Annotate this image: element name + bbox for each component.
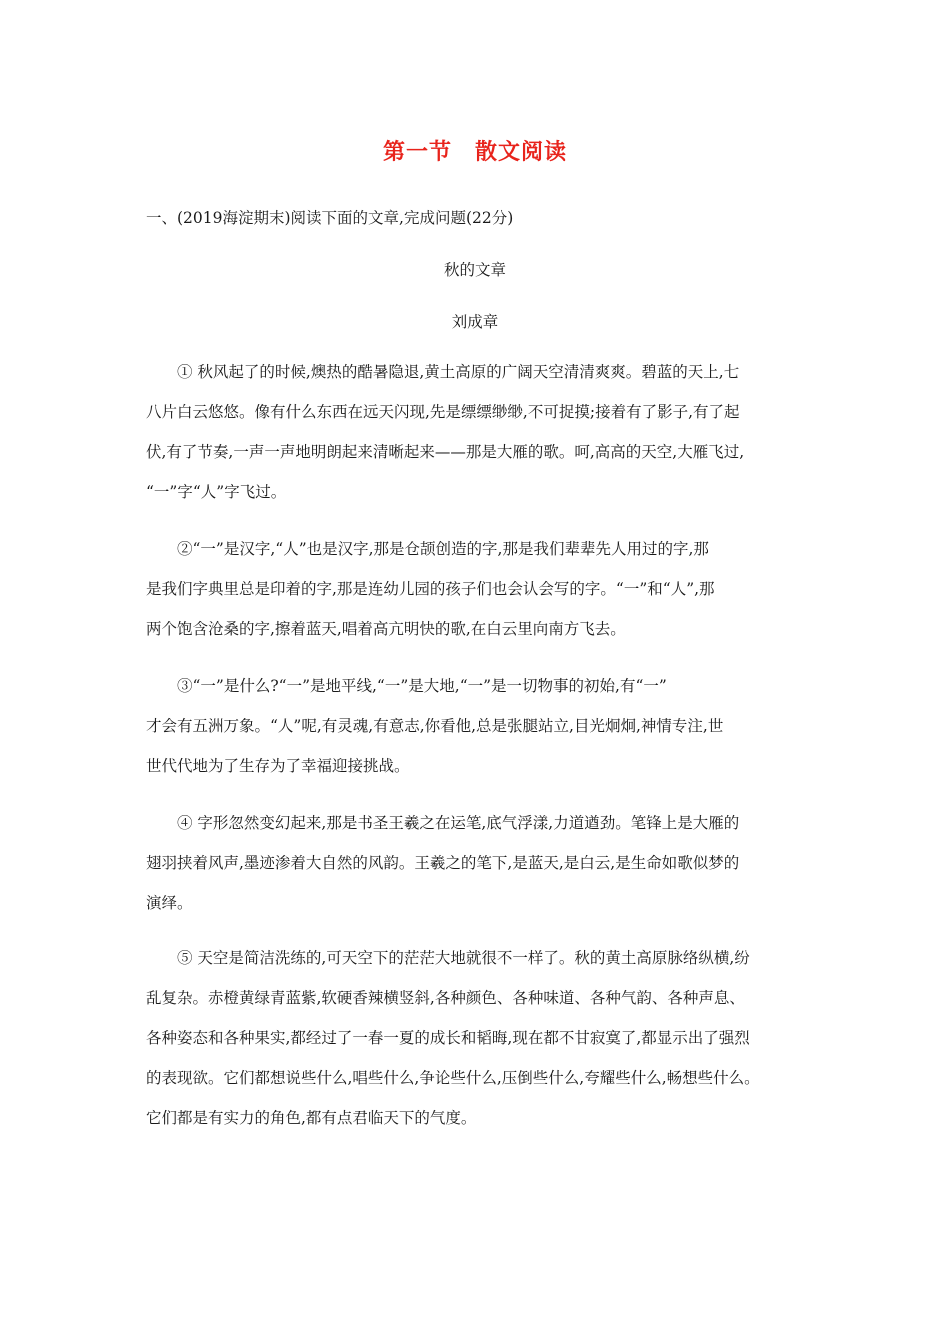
paragraph-line: 它们都是有实力的角色,都有点君临天下的气度。 [146, 1109, 477, 1127]
paragraph-line: 乱复杂。赤橙黄绿青蓝紫,软硬香辣横竖斜,各种颜色、各种味道、各种气韵、各种声息、 [146, 989, 745, 1007]
paragraph-line: 翅羽挟着风声,墨迹渗着大自然的风韵。王羲之的笔下,是蓝天,是白云,是生命如歌似梦的 [146, 854, 740, 872]
paragraph-3 [146, 674, 806, 794]
article-title: 秋的文章 [443, 261, 506, 279]
paragraph-line: ②“一”是汉字,“人”也是汉字,那是仓颉创造的字,那是我们辈辈先人用过的字,那 [177, 540, 709, 558]
paragraph-line: 演绎。 [146, 894, 193, 912]
page-title: 第一节 散文阅读 [382, 140, 567, 165]
paragraph-line: ① 秋风起了的时候,燠热的酷暑隐退,黄土高原的广阔天空清清爽爽。碧蓝的天上,七 [177, 363, 740, 381]
paragraph-line: 两个饱含沧桑的字,擦着蓝天,唱着高亢明快的歌,在白云里向南方飞去。 [146, 620, 626, 638]
paragraph-5 [146, 946, 806, 1146]
paragraph-line: 八片白云悠悠。像有什么东西在远天闪现,先是缥缥缈缈,不可捉摸;接着有了影子,有了起 [146, 403, 740, 421]
paragraph-line: ⑤ 天空是简洁洗练的,可天空下的茫茫大地就很不一样了。秋的黄土高原脉络纵横,纷 [177, 949, 750, 967]
article-author: 刘成章 [451, 313, 499, 331]
paragraph-line: ③“一”是什么?“一”是地平线,“一”是大地,“一”是一切物事的初始,有“一” [177, 677, 667, 695]
paragraph-line: ④ 字形忽然变幻起来,那是书圣王羲之在运笔,底气浮漾,力道遒劲。笔锋上是大雁的 [177, 814, 740, 832]
paragraph-1 [146, 360, 806, 520]
question-intro: 一、(2019海淀期末)阅读下面的文章,完成问题(22分) [146, 209, 514, 227]
paragraph-line: 才会有五洲万象。“人”呢,有灵魂,有意志,你看他,总是张腿站立,目光炯炯,神情专注,世 [146, 717, 724, 735]
paragraph-line: 伏,有了节奏,一声一声地明朗起来清晰起来——那是大雁的歌。呵,高高的天空,大雁飞过, [146, 443, 745, 461]
paragraph-4 [146, 811, 806, 931]
paragraph-line: 各种姿态和各种果实,都经过了一春一夏的成长和韬晦,现在都不甘寂寞了,都显示出了强烈 [146, 1029, 750, 1047]
paragraph-line: “一”字“人”字飞过。 [146, 483, 287, 501]
paragraph-line: 是我们字典里总是印着的字,那是连幼儿园的孩子们也会认会写的字。“一”和“人”,那 [146, 580, 715, 598]
paragraph-line: 的表现欲。它们都想说些什么,唱些什么,争论些什么,压倒些什么,夸耀些什么,畅想些什么。 [146, 1069, 760, 1087]
paragraph-2 [146, 537, 806, 657]
paragraph-line: 世代代地为了生存为了幸福迎接挑战。 [146, 757, 410, 775]
